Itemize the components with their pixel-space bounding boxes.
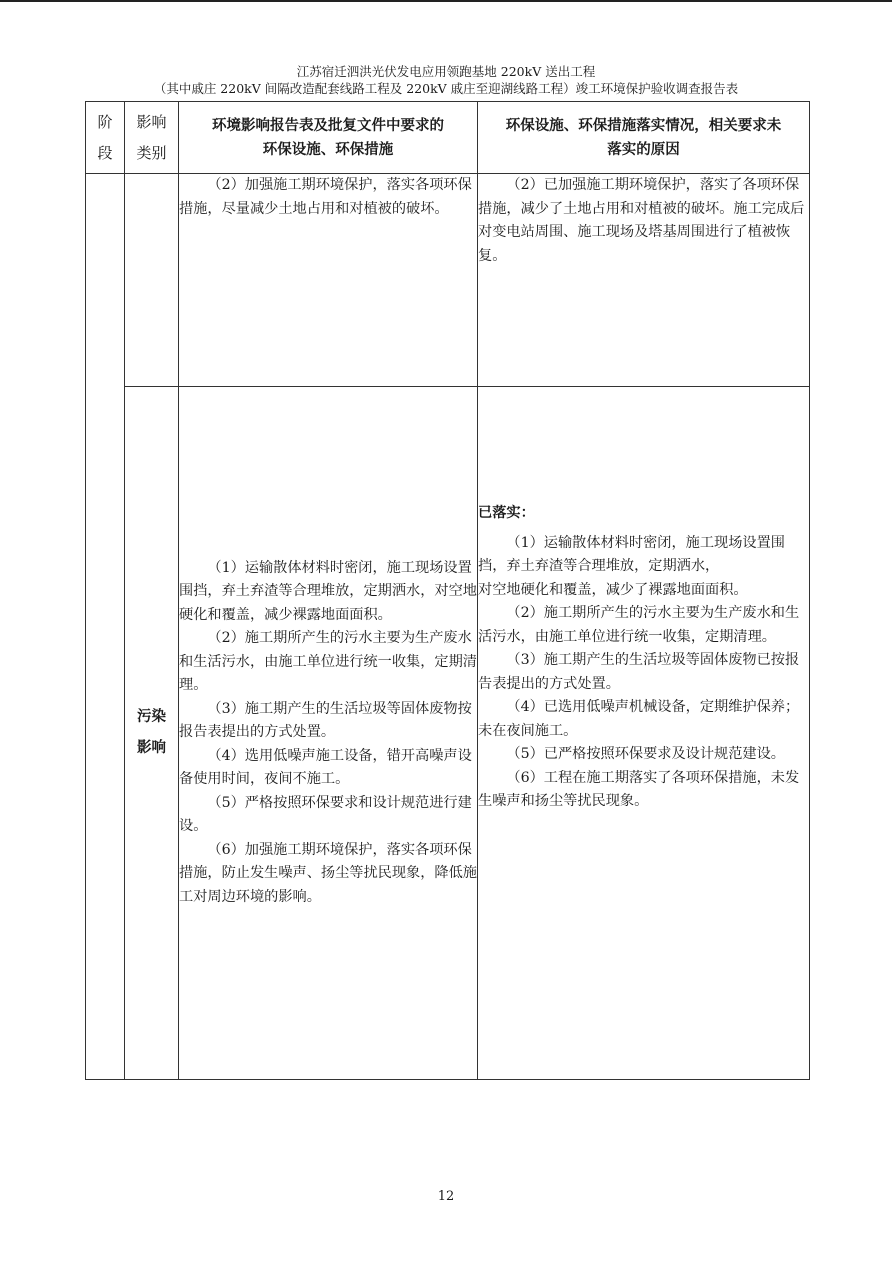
impact-type-pollution	[125, 387, 179, 1080]
requirement-item: （5）严格按照环保要求和设计规范进行建设。	[179, 794, 472, 835]
table-header-row	[86, 102, 810, 174]
header-stage-line1: 阶	[97, 112, 113, 131]
requirement-item: （2）加强施工期环境保护，落实各项环保措施，尽量减少土地占用和对植被的破坏。	[179, 177, 472, 217]
page-number: 12	[437, 1189, 455, 1204]
report-title-line2: （其中戚庄 220kV 间隔改造配套线路工程及 220kV 戚庄至迎湖线路工程）竣工环境保护验收调查报告表	[153, 81, 739, 96]
requirement-item: （1）运输散体材料时密闭，施工现场设置围挡，弃土弃渣等合理堆放，定期洒水，对空地硬化和覆盖，减少裸露地面面积。	[179, 559, 477, 623]
header-stage-line2: 段	[97, 143, 113, 162]
requirement-item: （6）加强施工期环境保护，落实各项环保措施，防止发生噪声、扬尘等扰民现象，降低施工对周边环境的影响。	[179, 841, 477, 905]
header-stage	[86, 102, 125, 174]
report-title-line1: 江苏宿迁泗洪光伏发电应用领跑基地 220kV 送出工程	[296, 64, 596, 79]
requirement-item: （2）施工期所产生的污水主要为生产废水和生活污水，由施工单位进行统一收集，定期清理。	[179, 630, 477, 694]
implementation-item: （5）已严格按照环保要求及设计规范建设。	[506, 746, 785, 763]
header-impl-line1: 环保设施、环保措施落实情况，相关要求未	[505, 117, 782, 134]
header-type-line1: 影响	[136, 112, 167, 131]
header-req-line1: 环境影响报告表及批复文件中要求的	[212, 117, 444, 134]
implementation-cell	[478, 387, 810, 1080]
header-requirements	[179, 102, 478, 174]
stage-cell	[86, 174, 125, 1080]
requirement-item: （3）施工期产生的生活垃圾等固体废物按报告表提出的方式处置。	[179, 700, 472, 741]
header-impact-type	[125, 102, 179, 174]
implementation-cell	[478, 174, 810, 387]
header-impl-line2: 落实的原因	[607, 141, 680, 158]
impact-type-line1: 污染	[137, 709, 166, 725]
requirement-item: （4）选用低噪声施工设备，错开高噪声设备使用时间，夜间不施工。	[179, 747, 472, 788]
table-row	[86, 387, 810, 1080]
implementation-item: （3）施工期产生的生活垃圾等固体废物已按报告表提出的方式处置。	[478, 652, 800, 692]
table-row	[86, 174, 810, 387]
top-border-line	[0, 0, 892, 2]
requirements-cell	[179, 387, 478, 1080]
impact-type-line2: 影响	[137, 740, 166, 756]
implementation-item: 对空地硬化和覆盖，减少了裸露地面面积。	[478, 581, 748, 598]
header-type-line2: 类别	[136, 143, 167, 162]
impact-type-cell	[125, 174, 179, 387]
implementation-item: （2）施工期所产生的污水主要为生产废水和生活污水，由施工单位进行统一收集，定期清理。	[478, 605, 800, 645]
implementation-item: （2）已加强施工期环境保护，落实了各项环保措施，减少了土地占用和对植被的破坏。施工完成后对变电站周围、施工现场及塔基周围进行了植被恢复。	[478, 177, 805, 264]
implementation-item: （1）运输散体材料时密闭，施工现场设置围挡，弃土弃渣等合理堆放，定期洒水，	[478, 534, 785, 575]
header-req-line2: 环保设施、环保措施	[262, 141, 394, 158]
implementation-item: （4）已选用低噪声机械设备，定期维护保养；未在夜间施工。	[478, 699, 800, 739]
measures-table	[85, 101, 810, 1080]
implementation-item: （6）工程在施工期落实了各项环保措施，未发生噪声和扬尘等扰民现象。	[478, 769, 800, 810]
requirements-cell	[179, 174, 478, 387]
implementation-heading: 已落实：	[478, 505, 535, 522]
header-implementation	[478, 102, 810, 174]
